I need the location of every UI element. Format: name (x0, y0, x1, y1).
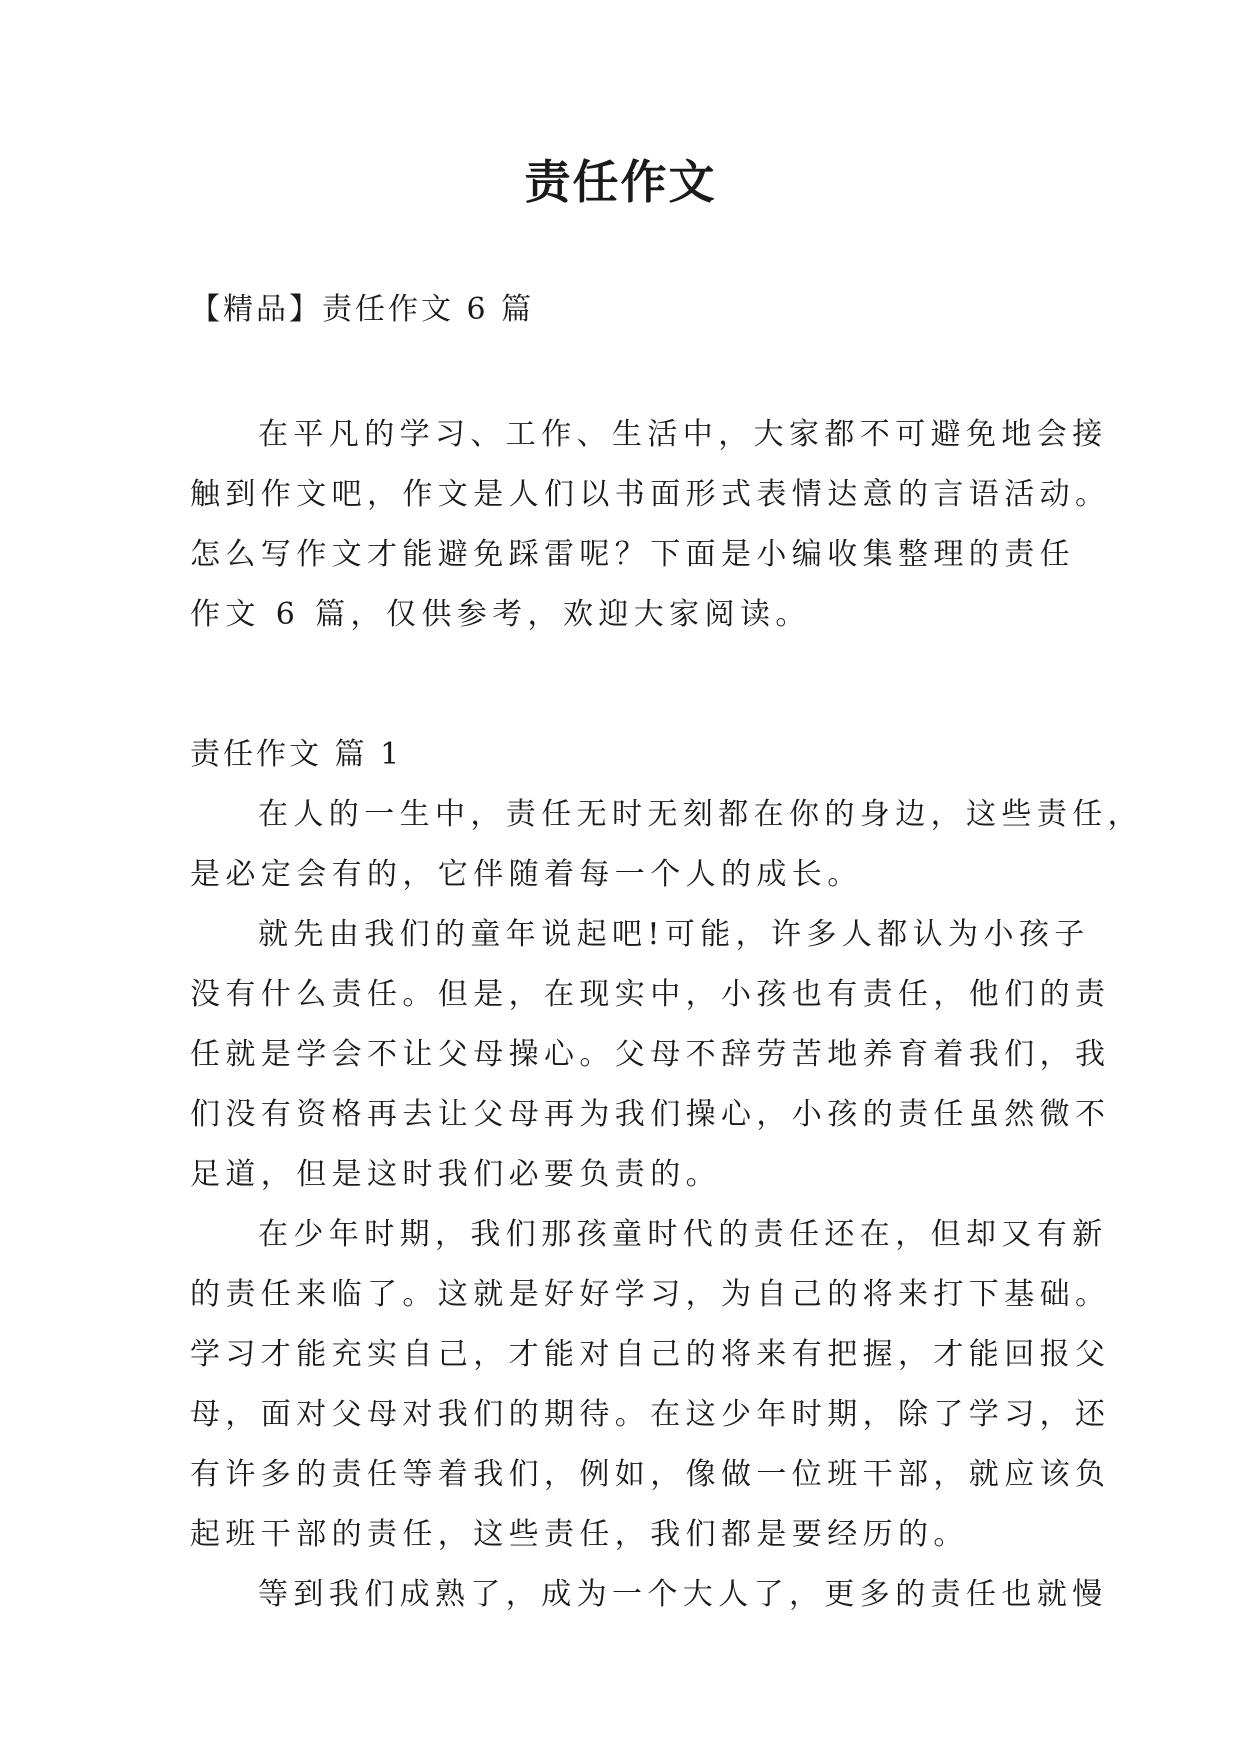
intro-line: 触到作文吧，作文是人们以书面形式表情达意的言语活动。 (190, 477, 1111, 512)
section-line: 没有什么责任。但是，在现实中，小孩也有责任，他们的责 (190, 977, 1111, 1012)
section-line: 足道，但是这时我们必要负责的。 (190, 1157, 721, 1192)
document-subtitle: 【精品】责任作文 6 篇 (190, 292, 535, 327)
section-line: 有许多的责任等着我们，例如，像做一位班干部，就应该负 (190, 1457, 1111, 1492)
intro-line: 怎么写作文才能避免踩雷呢？下面是小编收集整理的责任 (190, 537, 1075, 572)
section-line: 是必定会有的，它伴随着每一个人的成长。 (190, 857, 863, 892)
section-line: 起班干部的责任，这些责任，我们都是要经历的。 (190, 1517, 969, 1552)
section-line: 就先由我们的童年说起吧!可能，许多人都认为小孩子 (258, 917, 1090, 952)
section-heading: 责任作文 篇 1 (190, 737, 403, 772)
section-line: 母，面对父母对我们的期待。在这少年时期，除了学习，还 (190, 1397, 1111, 1432)
section-line: 等到我们成熟了，成为一个大人了，更多的责任也就慢 (258, 1577, 1108, 1612)
document-body (190, 405, 1143, 1625)
document-title: 责任作文 (524, 155, 717, 209)
section-line: 们没有资格再去让父母再为我们操心，小孩的责任虽然微不 (190, 1097, 1111, 1132)
paragraph-gap (190, 645, 1060, 725)
section-line: 在少年时期，我们那孩童时代的责任还在，但却又有新 (258, 1217, 1108, 1252)
intro-line: 在平凡的学习、工作、生活中，大家都不可避免地会接 (258, 417, 1108, 452)
section-line: 任就是学会不让父母操心。父母不辞劳苦地养育着我们，我 (190, 1037, 1111, 1072)
section-line: 在人的一生中，责任无时无刻都在你的身边，这些责任， (258, 797, 1143, 832)
section-line: 学习才能充实自己，才能对自己的将来有把握，才能回报父 (190, 1337, 1111, 1372)
intro-line: 作文 6 篇，仅供参考，欢迎大家阅读。 (190, 597, 811, 632)
section-line: 的责任来临了。这就是好好学习，为自己的将来打下基础。 (190, 1277, 1111, 1312)
